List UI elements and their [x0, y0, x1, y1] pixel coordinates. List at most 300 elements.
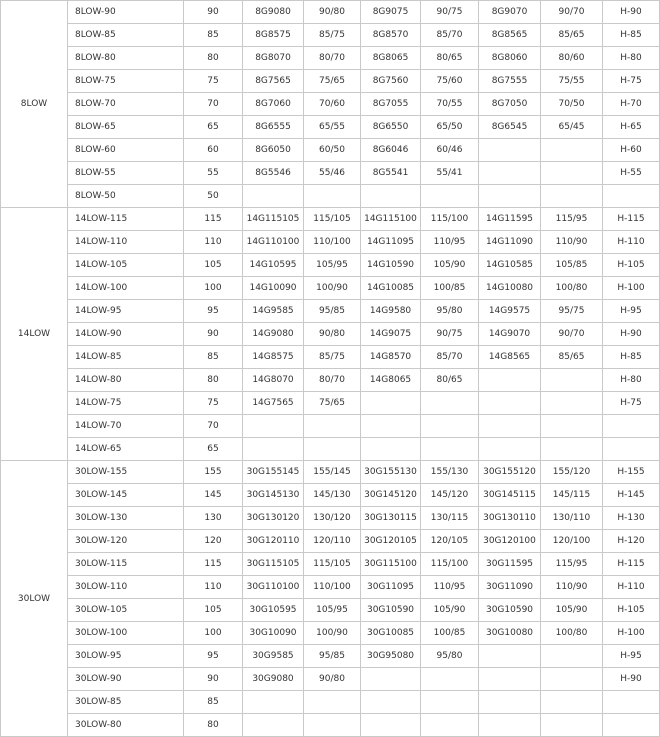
value-cell: 55 — [184, 162, 243, 185]
ratio-c-cell: 110/90 — [541, 576, 603, 599]
value-cell: 105 — [184, 254, 243, 277]
code-c-cell: 8G6545 — [479, 116, 541, 139]
ratio-b-cell: 130/115 — [421, 507, 479, 530]
ratio-a-cell: 80/70 — [304, 369, 361, 392]
ratio-c-cell — [541, 369, 603, 392]
value-cell: 80 — [184, 369, 243, 392]
h-code-cell: H-85 — [603, 24, 660, 47]
ratio-a-cell: 65/55 — [304, 116, 361, 139]
code-a-cell: 8G5546 — [243, 162, 304, 185]
code-c-cell — [479, 139, 541, 162]
h-code-cell — [603, 714, 660, 737]
value-cell: 95 — [184, 645, 243, 668]
ratio-b-cell — [421, 668, 479, 691]
ratio-a-cell: 110/100 — [304, 576, 361, 599]
ratio-b-cell: 75/60 — [421, 70, 479, 93]
code-b-cell — [361, 714, 421, 737]
table-row — [1, 231, 660, 254]
group-label-cell: 30LOW — [1, 461, 68, 737]
code-c-cell: 30G120100 — [479, 530, 541, 553]
table-row — [1, 415, 660, 438]
h-code-cell: H-110 — [603, 576, 660, 599]
model-cell: 14LOW-85 — [68, 346, 184, 369]
ratio-b-cell — [421, 185, 479, 208]
ratio-c-cell: 90/70 — [541, 323, 603, 346]
model-cell: 14LOW-95 — [68, 300, 184, 323]
table-row — [1, 507, 660, 530]
code-a-cell: 14G115105 — [243, 208, 304, 231]
ratio-b-cell: 120/105 — [421, 530, 479, 553]
value-cell: 80 — [184, 714, 243, 737]
code-a-cell: 8G9080 — [243, 1, 304, 24]
ratio-c-cell: 85/65 — [541, 24, 603, 47]
code-b-cell — [361, 185, 421, 208]
code-c-cell: 30G11090 — [479, 576, 541, 599]
ratio-b-cell: 110/95 — [421, 576, 479, 599]
table-row — [1, 714, 660, 737]
h-code-cell: H-55 — [603, 162, 660, 185]
ratio-b-cell: 155/130 — [421, 461, 479, 484]
value-cell: 75 — [184, 70, 243, 93]
ratio-c-cell — [541, 438, 603, 461]
code-c-cell: 30G11595 — [479, 553, 541, 576]
code-c-cell — [479, 392, 541, 415]
table-row — [1, 668, 660, 691]
code-a-cell — [243, 415, 304, 438]
ratio-b-cell — [421, 691, 479, 714]
model-cell: 14LOW-100 — [68, 277, 184, 300]
ratio-c-cell: 120/100 — [541, 530, 603, 553]
table-row — [1, 323, 660, 346]
table-row — [1, 1, 660, 24]
h-code-cell: H-90 — [603, 323, 660, 346]
code-b-cell: 8G7055 — [361, 93, 421, 116]
h-code-cell: H-95 — [603, 645, 660, 668]
ratio-b-cell: 95/80 — [421, 645, 479, 668]
ratio-b-cell — [421, 392, 479, 415]
code-c-cell — [479, 415, 541, 438]
code-c-cell — [479, 162, 541, 185]
value-cell: 95 — [184, 300, 243, 323]
ratio-b-cell: 80/65 — [421, 369, 479, 392]
code-b-cell: 8G8065 — [361, 47, 421, 70]
group-label-cell: 14LOW — [1, 208, 68, 461]
table-row — [1, 300, 660, 323]
ratio-c-cell — [541, 392, 603, 415]
h-code-cell: H-115 — [603, 553, 660, 576]
value-cell: 75 — [184, 392, 243, 415]
ratio-c-cell: 70/50 — [541, 93, 603, 116]
code-c-cell: 30G10080 — [479, 622, 541, 645]
ratio-a-cell: 95/85 — [304, 300, 361, 323]
table-row — [1, 70, 660, 93]
h-code-cell: H-130 — [603, 507, 660, 530]
value-cell: 90 — [184, 668, 243, 691]
h-code-cell: H-90 — [603, 1, 660, 24]
code-a-cell: 30G110100 — [243, 576, 304, 599]
ratio-c-cell — [541, 691, 603, 714]
value-cell: 100 — [184, 622, 243, 645]
code-b-cell: 30G95080 — [361, 645, 421, 668]
ratio-b-cell: 105/90 — [421, 254, 479, 277]
ratio-b-cell: 65/50 — [421, 116, 479, 139]
model-cell: 30LOW-95 — [68, 645, 184, 668]
ratio-c-cell: 130/110 — [541, 507, 603, 530]
ratio-b-cell: 60/46 — [421, 139, 479, 162]
code-a-cell: 30G145130 — [243, 484, 304, 507]
code-b-cell: 30G10085 — [361, 622, 421, 645]
code-b-cell: 30G145120 — [361, 484, 421, 507]
table-row — [1, 553, 660, 576]
model-cell: 14LOW-75 — [68, 392, 184, 415]
table-row — [1, 392, 660, 415]
ratio-a-cell: 100/90 — [304, 622, 361, 645]
code-c-cell — [479, 438, 541, 461]
h-code-cell — [603, 415, 660, 438]
table-row — [1, 47, 660, 70]
code-a-cell: 8G6050 — [243, 139, 304, 162]
ratio-a-cell: 90/80 — [304, 323, 361, 346]
code-c-cell: 14G11090 — [479, 231, 541, 254]
ratio-c-cell: 90/70 — [541, 1, 603, 24]
table-row — [1, 208, 660, 231]
ratio-c-cell: 105/85 — [541, 254, 603, 277]
model-cell: 8LOW-70 — [68, 93, 184, 116]
ratio-c-cell — [541, 162, 603, 185]
code-b-cell — [361, 392, 421, 415]
ratio-a-cell — [304, 185, 361, 208]
h-code-cell: H-95 — [603, 300, 660, 323]
code-c-cell: 8G7555 — [479, 70, 541, 93]
code-b-cell: 8G8570 — [361, 24, 421, 47]
code-c-cell: 30G10590 — [479, 599, 541, 622]
code-a-cell: 30G9585 — [243, 645, 304, 668]
code-a-cell: 30G120110 — [243, 530, 304, 553]
h-code-cell — [603, 185, 660, 208]
ratio-b-cell — [421, 415, 479, 438]
table-row — [1, 530, 660, 553]
model-cell: 30LOW-100 — [68, 622, 184, 645]
ratio-a-cell: 85/75 — [304, 24, 361, 47]
value-cell: 90 — [184, 323, 243, 346]
code-b-cell: 8G9075 — [361, 1, 421, 24]
code-a-cell: 8G7060 — [243, 93, 304, 116]
ratio-a-cell — [304, 691, 361, 714]
code-b-cell: 30G155130 — [361, 461, 421, 484]
value-cell: 90 — [184, 1, 243, 24]
code-b-cell: 30G120105 — [361, 530, 421, 553]
ratio-b-cell: 70/55 — [421, 93, 479, 116]
value-cell: 80 — [184, 47, 243, 70]
code-c-cell: 14G9575 — [479, 300, 541, 323]
code-b-cell: 8G6550 — [361, 116, 421, 139]
ratio-c-cell: 145/115 — [541, 484, 603, 507]
model-cell: 8LOW-90 — [68, 1, 184, 24]
ratio-a-cell: 90/80 — [304, 668, 361, 691]
ratio-c-cell: 75/55 — [541, 70, 603, 93]
code-c-cell — [479, 691, 541, 714]
model-cell: 14LOW-80 — [68, 369, 184, 392]
model-cell: 8LOW-85 — [68, 24, 184, 47]
code-c-cell: 8G7050 — [479, 93, 541, 116]
table-row — [1, 369, 660, 392]
ratio-b-cell: 95/80 — [421, 300, 479, 323]
h-code-cell: H-100 — [603, 277, 660, 300]
model-cell: 8LOW-65 — [68, 116, 184, 139]
code-a-cell: 30G130120 — [243, 507, 304, 530]
ratio-c-cell: 110/90 — [541, 231, 603, 254]
code-b-cell — [361, 691, 421, 714]
code-b-cell: 14G115100 — [361, 208, 421, 231]
table-row — [1, 461, 660, 484]
code-b-cell: 30G115100 — [361, 553, 421, 576]
code-c-cell: 14G9070 — [479, 323, 541, 346]
code-c-cell: 30G155120 — [479, 461, 541, 484]
code-b-cell: 14G11095 — [361, 231, 421, 254]
h-code-cell: H-120 — [603, 530, 660, 553]
ratio-a-cell: 55/46 — [304, 162, 361, 185]
code-c-cell: 8G8565 — [479, 24, 541, 47]
model-cell: 30LOW-90 — [68, 668, 184, 691]
ratio-b-cell: 85/70 — [421, 24, 479, 47]
ratio-c-cell: 95/75 — [541, 300, 603, 323]
value-cell: 110 — [184, 576, 243, 599]
h-code-cell: H-145 — [603, 484, 660, 507]
code-a-cell: 30G10090 — [243, 622, 304, 645]
code-a-cell: 30G9080 — [243, 668, 304, 691]
ratio-a-cell: 100/90 — [304, 277, 361, 300]
ratio-c-cell: 115/95 — [541, 208, 603, 231]
model-cell: 14LOW-70 — [68, 415, 184, 438]
h-code-cell: H-65 — [603, 116, 660, 139]
model-cell: 8LOW-60 — [68, 139, 184, 162]
value-cell: 85 — [184, 24, 243, 47]
code-a-cell: 14G9080 — [243, 323, 304, 346]
table-row — [1, 438, 660, 461]
code-b-cell: 30G130115 — [361, 507, 421, 530]
code-b-cell: 14G10590 — [361, 254, 421, 277]
value-cell: 105 — [184, 599, 243, 622]
code-a-cell: 14G10090 — [243, 277, 304, 300]
ratio-c-cell — [541, 139, 603, 162]
code-a-cell: 8G7565 — [243, 70, 304, 93]
table-row — [1, 277, 660, 300]
model-cell: 8LOW-80 — [68, 47, 184, 70]
ratio-b-cell: 90/75 — [421, 1, 479, 24]
h-code-cell: H-100 — [603, 622, 660, 645]
value-cell: 120 — [184, 530, 243, 553]
ratio-a-cell — [304, 714, 361, 737]
value-cell: 155 — [184, 461, 243, 484]
ratio-b-cell: 100/85 — [421, 622, 479, 645]
h-code-cell: H-75 — [603, 392, 660, 415]
code-c-cell: 30G130110 — [479, 507, 541, 530]
ratio-a-cell: 60/50 — [304, 139, 361, 162]
ratio-c-cell — [541, 668, 603, 691]
ratio-b-cell: 115/100 — [421, 208, 479, 231]
ratio-c-cell: 155/120 — [541, 461, 603, 484]
table-row — [1, 599, 660, 622]
value-cell: 85 — [184, 691, 243, 714]
table-row — [1, 691, 660, 714]
ratio-b-cell: 55/41 — [421, 162, 479, 185]
ratio-b-cell — [421, 714, 479, 737]
ratio-b-cell: 115/100 — [421, 553, 479, 576]
code-b-cell — [361, 668, 421, 691]
value-cell: 145 — [184, 484, 243, 507]
ratio-b-cell: 100/85 — [421, 277, 479, 300]
ratio-a-cell: 120/110 — [304, 530, 361, 553]
model-cell: 14LOW-65 — [68, 438, 184, 461]
value-cell: 115 — [184, 208, 243, 231]
h-code-cell — [603, 438, 660, 461]
code-b-cell: 14G8065 — [361, 369, 421, 392]
code-c-cell — [479, 369, 541, 392]
ratio-b-cell: 110/95 — [421, 231, 479, 254]
table-row — [1, 622, 660, 645]
table-row — [1, 185, 660, 208]
code-b-cell: 30G10590 — [361, 599, 421, 622]
model-cell: 14LOW-110 — [68, 231, 184, 254]
value-cell: 70 — [184, 415, 243, 438]
code-a-cell: 14G8575 — [243, 346, 304, 369]
ratio-a-cell: 105/95 — [304, 254, 361, 277]
model-cell: 30LOW-155 — [68, 461, 184, 484]
code-b-cell: 8G6046 — [361, 139, 421, 162]
ratio-a-cell: 130/120 — [304, 507, 361, 530]
value-cell: 60 — [184, 139, 243, 162]
value-cell: 70 — [184, 93, 243, 116]
ratio-a-cell: 155/145 — [304, 461, 361, 484]
value-cell: 85 — [184, 346, 243, 369]
table-row — [1, 162, 660, 185]
ratio-a-cell: 90/80 — [304, 1, 361, 24]
code-a-cell: 14G9585 — [243, 300, 304, 323]
model-cell: 30LOW-110 — [68, 576, 184, 599]
ratio-c-cell: 80/60 — [541, 47, 603, 70]
code-a-cell — [243, 438, 304, 461]
table-row — [1, 576, 660, 599]
code-a-cell — [243, 714, 304, 737]
h-code-cell: H-80 — [603, 47, 660, 70]
code-c-cell: 8G8060 — [479, 47, 541, 70]
code-b-cell: 8G7560 — [361, 70, 421, 93]
table-body — [1, 1, 660, 737]
model-cell: 14LOW-90 — [68, 323, 184, 346]
table-row — [1, 645, 660, 668]
code-a-cell: 8G8575 — [243, 24, 304, 47]
ratio-c-cell — [541, 714, 603, 737]
code-a-cell — [243, 185, 304, 208]
model-cell: 30LOW-85 — [68, 691, 184, 714]
code-c-cell: 8G9070 — [479, 1, 541, 24]
code-a-cell — [243, 691, 304, 714]
code-b-cell: 14G9075 — [361, 323, 421, 346]
model-cell: 30LOW-105 — [68, 599, 184, 622]
h-code-cell: H-80 — [603, 369, 660, 392]
code-a-cell: 14G10595 — [243, 254, 304, 277]
h-code-cell: H-85 — [603, 346, 660, 369]
ratio-b-cell — [421, 438, 479, 461]
h-code-cell: H-115 — [603, 208, 660, 231]
table-row — [1, 116, 660, 139]
code-c-cell — [479, 714, 541, 737]
code-c-cell: 14G10080 — [479, 277, 541, 300]
model-cell: 30LOW-115 — [68, 553, 184, 576]
code-c-cell — [479, 645, 541, 668]
ratio-a-cell: 75/65 — [304, 392, 361, 415]
model-cell: 8LOW-55 — [68, 162, 184, 185]
code-b-cell: 30G11095 — [361, 576, 421, 599]
ratio-a-cell: 110/100 — [304, 231, 361, 254]
code-a-cell: 30G115105 — [243, 553, 304, 576]
ratio-a-cell: 85/75 — [304, 346, 361, 369]
value-cell: 110 — [184, 231, 243, 254]
ratio-a-cell: 115/105 — [304, 208, 361, 231]
ratio-c-cell: 105/90 — [541, 599, 603, 622]
table-row — [1, 254, 660, 277]
ratio-c-cell: 85/65 — [541, 346, 603, 369]
table-row — [1, 93, 660, 116]
code-c-cell — [479, 185, 541, 208]
h-code-cell: H-60 — [603, 139, 660, 162]
ratio-a-cell: 75/65 — [304, 70, 361, 93]
ratio-c-cell: 100/80 — [541, 622, 603, 645]
h-code-cell: H-70 — [603, 93, 660, 116]
code-a-cell: 14G8070 — [243, 369, 304, 392]
code-a-cell: 30G155145 — [243, 461, 304, 484]
model-cell: 30LOW-145 — [68, 484, 184, 507]
ratio-b-cell: 85/70 — [421, 346, 479, 369]
ratio-a-cell: 70/60 — [304, 93, 361, 116]
ratio-b-cell: 90/75 — [421, 323, 479, 346]
h-code-cell: H-110 — [603, 231, 660, 254]
code-b-cell: 14G8570 — [361, 346, 421, 369]
code-b-cell — [361, 415, 421, 438]
code-b-cell — [361, 438, 421, 461]
model-cell: 8LOW-75 — [68, 70, 184, 93]
model-cell: 30LOW-130 — [68, 507, 184, 530]
group-label-cell: 8LOW — [1, 1, 68, 208]
ratio-c-cell — [541, 185, 603, 208]
table-row — [1, 24, 660, 47]
ratio-a-cell: 105/95 — [304, 599, 361, 622]
ratio-c-cell — [541, 415, 603, 438]
code-c-cell — [479, 668, 541, 691]
code-a-cell: 14G7565 — [243, 392, 304, 415]
ratio-c-cell: 100/80 — [541, 277, 603, 300]
model-cell: 30LOW-120 — [68, 530, 184, 553]
code-a-cell: 14G110100 — [243, 231, 304, 254]
code-b-cell: 14G9580 — [361, 300, 421, 323]
model-cell: 30LOW-80 — [68, 714, 184, 737]
value-cell: 50 — [184, 185, 243, 208]
ratio-c-cell: 115/95 — [541, 553, 603, 576]
code-c-cell: 14G11595 — [479, 208, 541, 231]
model-cell: 14LOW-115 — [68, 208, 184, 231]
code-c-cell: 14G10585 — [479, 254, 541, 277]
code-b-cell: 14G10085 — [361, 277, 421, 300]
model-cell: 14LOW-105 — [68, 254, 184, 277]
ratio-c-cell — [541, 645, 603, 668]
ratio-a-cell: 145/130 — [304, 484, 361, 507]
h-code-cell: H-105 — [603, 599, 660, 622]
ratio-a-cell — [304, 438, 361, 461]
model-cell: 8LOW-50 — [68, 185, 184, 208]
ratio-a-cell: 80/70 — [304, 47, 361, 70]
ratio-b-cell: 145/120 — [421, 484, 479, 507]
code-b-cell: 8G5541 — [361, 162, 421, 185]
